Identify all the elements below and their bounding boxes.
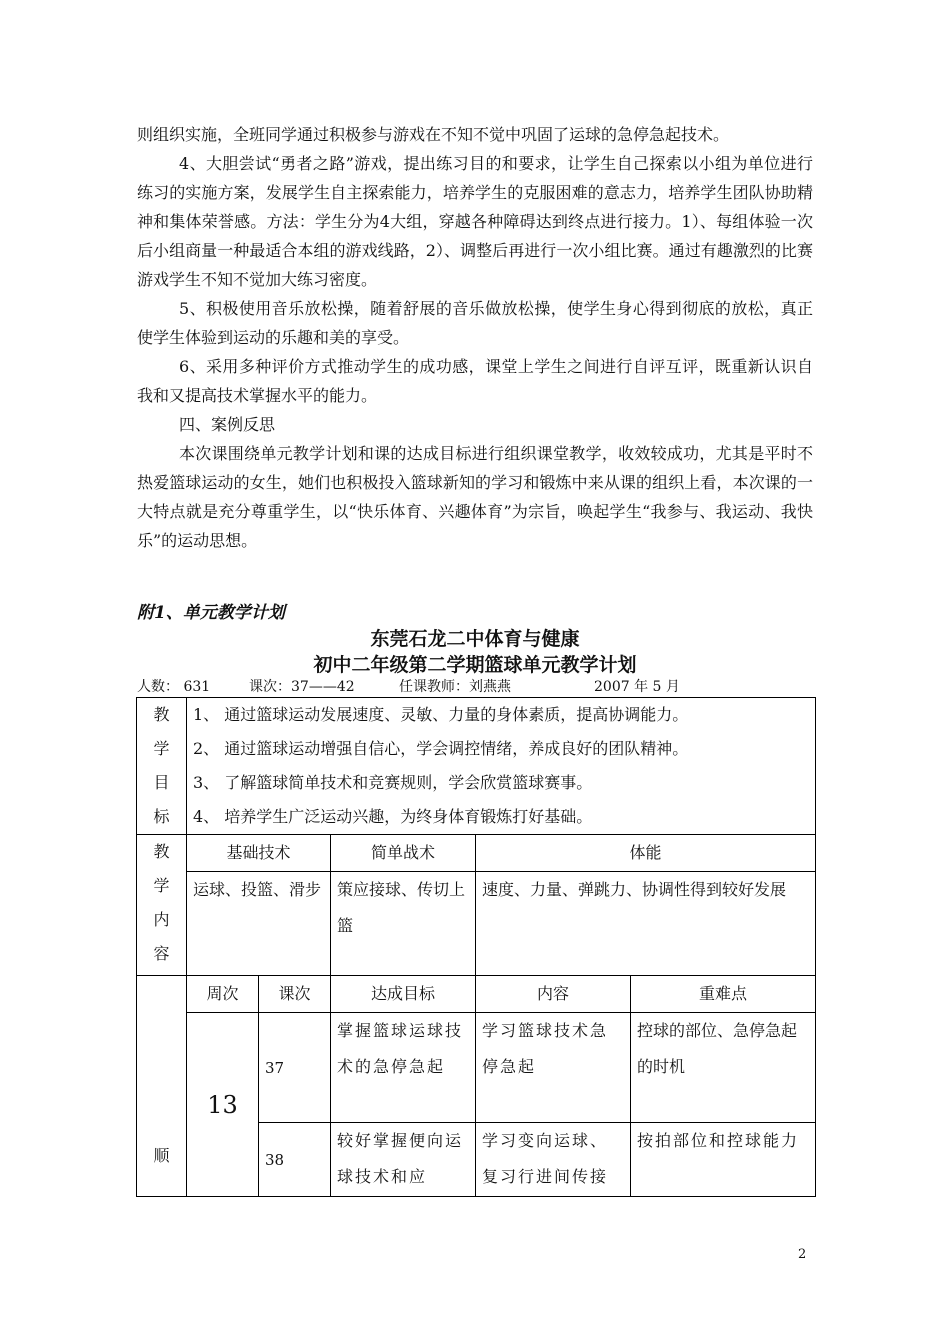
lesson-goal: 较好掌握便向运球技术和应 bbox=[331, 1123, 476, 1197]
appendix-label: 附1、单元教学计划 bbox=[137, 603, 285, 623]
content-values-row bbox=[137, 872, 816, 976]
objectives-row bbox=[137, 698, 816, 835]
week-number: 13 bbox=[187, 1013, 259, 1197]
lesson-key-points: 按拍部位和控球能力 bbox=[631, 1123, 816, 1197]
unit-plan-table bbox=[136, 697, 816, 1197]
objectives-label: 教 学 目 标 bbox=[137, 698, 187, 835]
content-header-tactics: 简单战术 bbox=[331, 835, 476, 872]
header-week: 周次 bbox=[187, 976, 259, 1013]
lesson-content: 学习篮球技术急停急起 bbox=[476, 1013, 631, 1123]
objective-item: 4、 培养学生广泛运动兴趣，为终身体育锻炼打好基础。 bbox=[193, 807, 593, 826]
lesson-content: 学习变向运球、复习行进间传接 bbox=[476, 1123, 631, 1197]
content-fitness: 速度、力量、弹跳力、协调性得到较好发展 bbox=[476, 872, 816, 976]
paragraph-5: 本次课围绕单元教学计划和课的达成目标进行组织课堂教学，收效较成功，尤其是平时不热爱篮球运动的女生，她们也积极投入篮球新知的学习和锻炼中来从课的组织上看，本次课的一大特点就是充分尊重学生，以“快乐体育、兴趣体育”为宗旨，唤起学生“我参与、我运动、我快乐”的运动思想。 bbox=[137, 444, 813, 550]
paragraph-4: 6、采用多种评价方式推动学生的成功感，课堂上学生之间进行自评互评，既重新认识自我和又提高技术掌握水平的能力。 bbox=[137, 357, 813, 405]
paragraph-2: 4、大胆尝试“勇者之路”游戏，提出练习目的和要求，让学生自己探索以小组为单位进行练习的实施方案，发展学生自主探索能力，培养学生的克服困难的意志力，培养学生团队协助精神和集体荣誉感。方法：学生分为4大组，穿越各种障碍达到终点进行接力。1）、每组体验一次后小组商量一种最适合本组的游戏线路，2）、调整后再进行一次小组比赛。通过有趣激烈的比赛游戏学生不知不觉加大练习密度。 bbox=[137, 154, 813, 289]
student-count: 人数： 631 bbox=[137, 679, 211, 695]
lesson-number: 38 bbox=[259, 1123, 331, 1197]
plan-date: 2007 年 5 月 bbox=[594, 679, 680, 695]
schedule-header-row bbox=[137, 976, 816, 1013]
lesson-range: 课次：37——42 bbox=[249, 679, 355, 695]
objective-item: 1、 通过篮球运动发展速度、灵敏、力量的身体素质，提高协调能力。 bbox=[193, 705, 689, 724]
schedule-side-label: 顺 bbox=[137, 976, 187, 1197]
content-header-row bbox=[137, 835, 816, 872]
header-goal: 达成目标 bbox=[331, 976, 476, 1013]
document-subtitle: 初中二年级第二学期篮球单元教学计划 bbox=[313, 654, 637, 676]
page-number: 2 bbox=[798, 1247, 807, 1262]
lesson-number: 37 bbox=[259, 1013, 331, 1123]
plan-meta bbox=[137, 676, 817, 698]
teacher-name: 任课教师：刘燕燕 bbox=[399, 679, 511, 695]
header-lesson: 课次 bbox=[259, 976, 331, 1013]
lesson-goal: 掌握篮球运球技术的急停急起 bbox=[331, 1013, 476, 1123]
objective-item: 3、 了解篮球简单技术和竞赛规则，学会欣赏篮球赛事。 bbox=[193, 773, 593, 792]
header-content: 内容 bbox=[476, 976, 631, 1013]
content-header-fitness: 体能 bbox=[476, 835, 816, 872]
content-label: 教 学 内 容 bbox=[137, 835, 187, 976]
paragraph-1: 则组织实施，全班同学通过积极参与游戏在不知不觉中巩固了运球的急停急起技术。 bbox=[137, 125, 730, 144]
content-basic: 运球、投篮、滑步 bbox=[187, 872, 331, 976]
section-heading: 四、案例反思 bbox=[179, 415, 276, 434]
content-tactics: 策应接球、传切上篮 bbox=[331, 872, 476, 976]
lesson-key-points: 控球的部位、急停急起的时机 bbox=[631, 1013, 816, 1123]
table-row bbox=[137, 1013, 816, 1123]
header-key-points: 重难点 bbox=[631, 976, 816, 1013]
document-title: 东莞石龙二中体育与健康 bbox=[370, 628, 580, 650]
body-text bbox=[137, 120, 813, 555]
objective-item: 2、 通过篮球运动增强自信心，学会调控情绪，养成良好的团队精神。 bbox=[193, 739, 689, 758]
content-header-basic: 基础技术 bbox=[187, 835, 331, 872]
paragraph-3: 5、积极使用音乐放松操，随着舒展的音乐做放松操，使学生身心得到彻底的放松，真正使学生体验到运动的乐趣和美的享受。 bbox=[137, 299, 813, 347]
objectives-list bbox=[187, 698, 816, 835]
